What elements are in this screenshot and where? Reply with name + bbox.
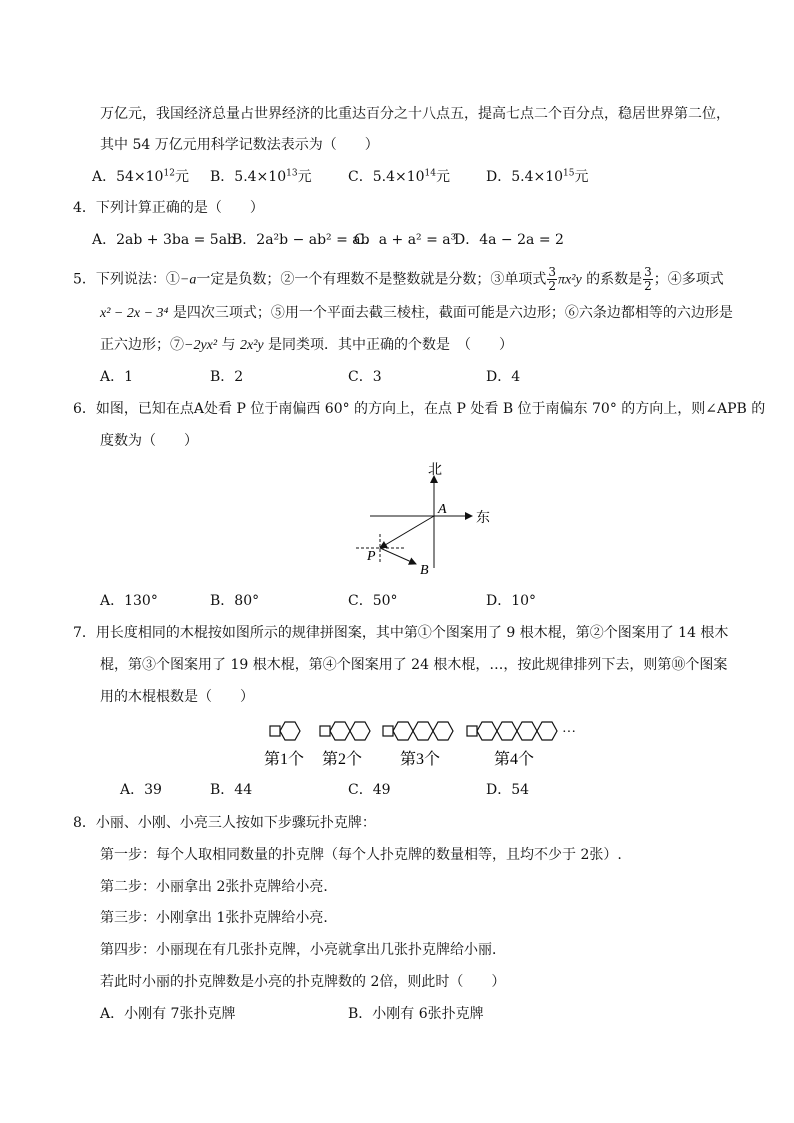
q7-stick-pattern-figure xyxy=(262,716,592,770)
q6-line2: 度数为（ ） xyxy=(100,433,198,449)
q5-option-b[interactable]: B．2 xyxy=(210,369,244,385)
q7-option-a[interactable]: A．39 xyxy=(120,782,162,798)
label-east: 东 xyxy=(476,511,490,526)
pattern-1 xyxy=(270,722,300,740)
q5-line1: 5．下列说法：①−a一定是负数；②一个有理数不是整数就是分数；③单项式 $\frac{3}{2}$ πx²y 的系数是 $\frac{3}{2}$ ；④多项式 xyxy=(73,265,724,293)
q5-option-d[interactable]: D．4 xyxy=(486,369,521,385)
q6-option-c[interactable]: C．50° xyxy=(348,593,398,609)
q8-step2: 第二步：小丽拿出 2张扑克牌给小亮． xyxy=(100,879,338,895)
figure-label-1: 第1个 xyxy=(264,751,305,768)
pattern-3 xyxy=(383,722,453,740)
label-a: A xyxy=(438,502,447,517)
q5-line3: 正六边形；⑦−2yx² 与 2x²y 是同类项．其中正确的个数是 （ ） xyxy=(100,337,514,353)
q3-option-b[interactable]: B．$5.4\times 10^{13}$元 xyxy=(210,168,312,185)
q7-line1: 7．用长度相同的木棍按如图所示的规律拼图案，其中第①个图案用了 9 根木棍，第②个图案用了 14 根木 xyxy=(73,625,729,641)
q3-line1: 万亿元，我国经济总量占世界经济的比重达百分之十八点五，提高七点二个百分点，稳居世界第二位， xyxy=(100,106,730,122)
q5-option-a[interactable]: A．1 xyxy=(100,369,134,385)
q6-line1: 6．如图，已知在点A处看 P 位于南偏西 60° 的方向上，在点 P 处看 B 位于南偏东 70° 的方向上，则∠APB 的 xyxy=(73,401,766,417)
q5-line2: x² − 2x − 3⁴ 是四次三项式；⑤用一个平面去截三棱柱，截面可能是六边形；⑥六条边都相等的六边形是 xyxy=(100,305,733,321)
q7-option-b[interactable]: B．44 xyxy=(210,782,253,798)
q4-stem: 4．下列计算正确的是（ ） xyxy=(73,200,264,216)
pattern-2 xyxy=(320,722,370,740)
q6-direction-diagram xyxy=(350,460,500,580)
q8-stem: 8．小丽、小刚、小亮三人按如下步骤玩扑克牌： xyxy=(73,815,376,831)
q5-fraction-3-2-b: $\frac{3}{2}$ xyxy=(644,265,652,293)
q3-option-c[interactable]: C．$5.4\times 10^{14}$元 xyxy=(348,168,450,185)
label-north: 北 xyxy=(428,463,442,478)
q8-option-b[interactable]: B．小刚有 6张扑克牌 xyxy=(348,1006,484,1022)
q6-option-a[interactable]: A．130° xyxy=(100,593,158,609)
figure-label-3: 第3个 xyxy=(400,751,441,768)
q8-step4: 第四步：小丽现在有几张扑克牌，小亮就拿出几张扑克牌给小丽． xyxy=(100,942,506,958)
q4-option-c[interactable]: C．a + a² = a³ xyxy=(354,232,457,248)
q5-option-c[interactable]: C．3 xyxy=(348,369,382,385)
figure-label-2: 第2个 xyxy=(322,751,363,768)
q8-option-a[interactable]: A．小刚有 7张扑克牌 xyxy=(100,1006,236,1022)
q3-line2: 其中 54 万亿元用科学记数法表示为（ ） xyxy=(100,137,379,153)
q7-line3: 用的木棍根数是（ ） xyxy=(100,689,254,705)
q4-option-a[interactable]: A．2ab + 3ba = 5ab xyxy=(92,232,237,248)
q3-option-d[interactable]: D．$5.4\times 10^{15}$元 xyxy=(486,168,589,185)
q8-step1: 第一步：每个人取相同数量的扑克牌（每个人扑克牌的数量相等，且均不少于 2张）. xyxy=(100,847,622,863)
q5-fraction-3-2: $\frac{3}{2}$ xyxy=(548,265,557,293)
q4-option-b[interactable]: B．2a²b − ab² = ab xyxy=(232,232,370,248)
q7-option-d[interactable]: D．54 xyxy=(486,782,530,798)
q7-option-c[interactable]: C．49 xyxy=(348,782,391,798)
q7-line2: 棍，第③个图案用了 19 根木棍，第④个图案用了 24 根木棍，…，按此规律排列下去，则第⑩个图案 xyxy=(100,657,728,673)
segment-ap xyxy=(380,516,434,548)
label-p: P xyxy=(367,549,376,564)
q4-option-d[interactable]: D．4a − 2a = 2 xyxy=(454,232,564,248)
figure-label-4: 第4个 xyxy=(494,751,535,768)
ellipsis: ··· xyxy=(562,725,576,740)
q8-condition: 若此时小丽的扑克牌数是小亮的扑克牌数的 2倍，则此时（ ） xyxy=(100,974,506,990)
q3-option-a[interactable]: A．$54\times 10^{12}$元 xyxy=(92,168,189,185)
q6-option-b[interactable]: B．80° xyxy=(210,593,260,609)
label-b: B xyxy=(420,563,429,578)
segment-pb xyxy=(380,548,416,564)
pattern-4 xyxy=(467,722,557,740)
q8-step3: 第三步：小刚拿出 1张扑克牌给小亮． xyxy=(100,910,338,926)
q6-option-d[interactable]: D．10° xyxy=(486,593,537,609)
